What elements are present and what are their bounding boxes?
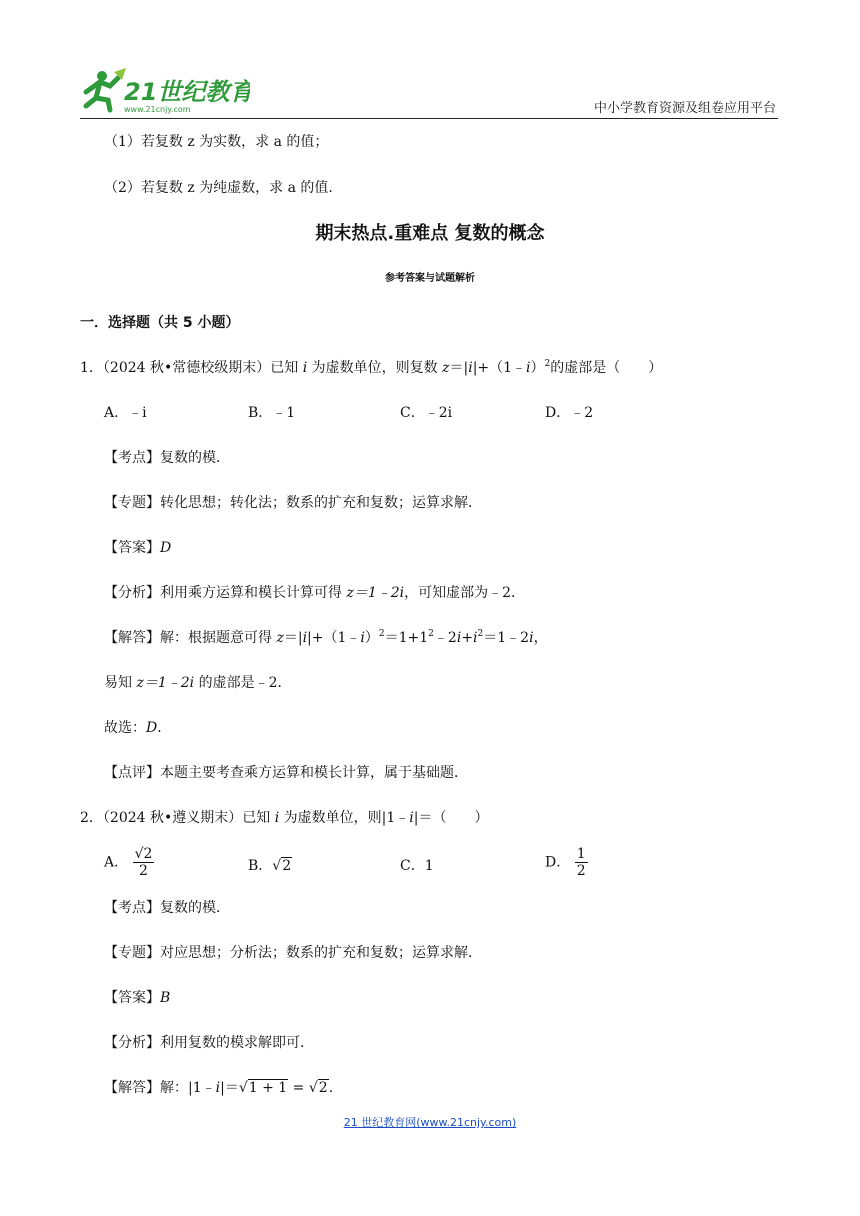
sqrt-symbol: √2 xyxy=(272,858,292,874)
svg-text:21世纪教育: 21世纪教育 xyxy=(124,78,250,106)
problem-1-option-d: D．﹣2 xyxy=(545,405,594,421)
section-heading: 一．选择题（共 5 小题） xyxy=(80,315,240,331)
header-divider xyxy=(80,118,778,119)
page-subtitle: 参考答案与试题解析 xyxy=(385,273,475,284)
fraction: $\frac{√2}{2}$ xyxy=(134,846,153,879)
intro-question-2: （2）若复数 z 为纯虚数，求 a 的值. xyxy=(104,180,333,196)
problem-1-conclusion: 易知 z＝1﹣2i 的虚部是﹣2． xyxy=(104,675,292,691)
intro-question-1: （1）若复数 z 为实数，求 a 的值； xyxy=(104,134,329,150)
problem-2-option-a: A． $\frac{√2}{2}$ xyxy=(104,846,153,879)
problem-2-stem: 2．（2024 秋•遵义期末）已知 i 为虚数单位，则|1﹣i|＝（ ） xyxy=(80,810,489,826)
problem-1-option-b: B．﹣1 xyxy=(248,405,296,421)
problem-1-answer: 【答案】D xyxy=(104,540,172,556)
problem-2-answer: 【答案】B xyxy=(104,990,171,1006)
site-logo xyxy=(80,66,250,116)
sqrt-symbol: √1 + 1 xyxy=(238,1080,288,1096)
problem-1-kaodian: 【考点】复数的模． xyxy=(104,450,230,466)
problem-1-choice: 故选：D． xyxy=(104,720,172,736)
problem-2-option-d: D． $\frac{1}{2}$ xyxy=(545,846,586,879)
problem-1-option-c: C．﹣2i xyxy=(400,405,453,421)
problem-2-kaodian: 【考点】复数的模． xyxy=(104,900,230,916)
problem-2-option-c: C．1 xyxy=(400,858,434,874)
runner-logo-icon xyxy=(80,66,250,116)
platform-name: 中小学教育资源及组卷应用平台 xyxy=(593,101,776,116)
problem-2-option-b: B．√2 xyxy=(248,858,292,874)
fraction: $\frac{1}{2}$ xyxy=(576,846,586,879)
sqrt-symbol: √2 xyxy=(308,1080,328,1096)
footer-link[interactable]: 21 世纪教育网(www.21cnjy.com) xyxy=(343,1116,517,1129)
problem-1-option-a: A．﹣i xyxy=(104,405,147,421)
problem-2-zhuanti: 【专题】对应思想；分析法；数系的扩充和复数；运算求解． xyxy=(104,945,482,961)
problem-2-solution: 【解答】解：|1﹣i|＝√1 + 1 = √2. xyxy=(104,1080,334,1096)
problem-2-analysis: 【分析】利用复数的模求解即可． xyxy=(104,1035,314,1051)
svg-text:www.21cnjy.com: www.21cnjy.com xyxy=(124,105,191,114)
problem-1-analysis: 【分析】利用乘方运算和模长计算可得 z＝1﹣2i，可知虚部为﹣2． xyxy=(104,585,526,601)
problem-1-comment: 【点评】本题主要考查乘方运算和模长计算，属于基础题． xyxy=(104,765,468,781)
problem-1-zhuanti: 【专题】转化思想；转化法；数系的扩充和复数；运算求解． xyxy=(104,495,482,511)
problem-1-stem: 1．（2024 秋•常德校级期末）已知 i 为虚数单位，则复数 z＝|i|+（1﹣i）$^2$的虚部是（ ） xyxy=(80,359,663,376)
problem-1-solution: 【解答】解：根据题意可得 $z=|i|+(1﹣i)^2=1+1^2﹣2i+i^2=1﹣2i$， xyxy=(104,629,548,646)
page-title: 期末热点.重难点 复数的概念 xyxy=(315,223,545,244)
